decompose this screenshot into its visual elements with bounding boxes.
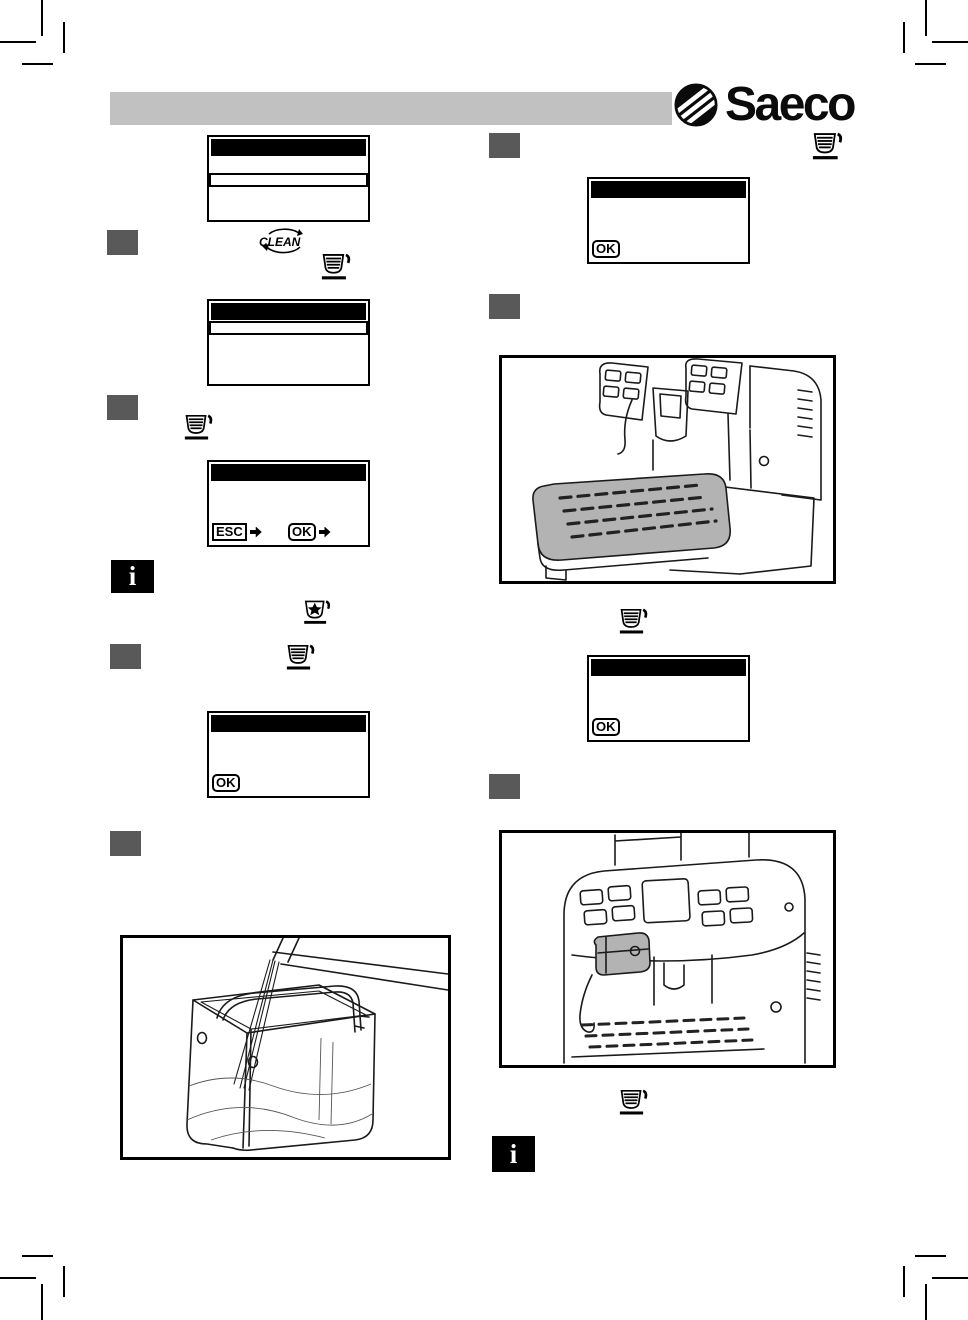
display-screen-menu [207, 135, 370, 222]
info-icon-letter: i [128, 561, 137, 591]
ok-key-label: OK [592, 240, 620, 258]
right-arrow-icon [250, 527, 262, 538]
crop-mark [925, 1284, 927, 1320]
screen-title-bar [211, 139, 366, 156]
crop-mark [22, 63, 53, 65]
machine-front-drawing [502, 833, 833, 1065]
screen-selected-row [209, 173, 368, 187]
screen-title-bar [591, 181, 746, 198]
machine-drip-tray-drawing [502, 358, 833, 581]
header-band [110, 92, 672, 125]
coffee-cup-icon [321, 252, 353, 281]
crop-mark [915, 63, 946, 65]
figure-water-tank-filling [120, 935, 451, 1160]
crop-mark [22, 1255, 53, 1257]
crop-mark [63, 22, 65, 53]
coffee-cup-icon [286, 643, 317, 671]
figure-drip-tray-removal [499, 355, 836, 584]
ok-key-label: OK [592, 718, 620, 736]
display-screen-confirm [207, 460, 370, 547]
step-number-box [489, 294, 520, 319]
saeco-logo [674, 78, 854, 131]
crop-mark [41, 1284, 43, 1320]
ok-key-label: OK [288, 523, 316, 541]
step-number-box [107, 395, 138, 420]
coffee-cup-icon [619, 1088, 650, 1116]
screen-selected-row [209, 321, 368, 335]
coffee-cup-icon [619, 607, 650, 635]
info-icon [111, 560, 154, 593]
screen-title-bar [211, 303, 366, 320]
step-number-box [107, 230, 138, 255]
crop-mark [915, 1255, 946, 1257]
step-number-box [110, 831, 141, 856]
info-icon [492, 1136, 535, 1172]
svg-text:CLEAN: CLEAN [259, 235, 301, 249]
crop-mark [932, 1277, 968, 1279]
crop-mark [41, 0, 43, 36]
saeco-logo-text: Saeco [725, 78, 854, 131]
screen-title-bar [211, 464, 366, 481]
crop-mark [932, 41, 968, 43]
water-tank-drawing [123, 938, 448, 1157]
crop-mark [903, 1266, 905, 1297]
crop-mark [0, 41, 36, 43]
display-screen-ok-prompt [587, 655, 750, 742]
clean-icon [256, 224, 308, 262]
step-number-box [110, 644, 141, 669]
crop-mark [925, 0, 927, 36]
crop-mark [63, 1266, 65, 1297]
coffee-cup-icon [812, 131, 845, 161]
screen-title-bar [591, 659, 746, 676]
display-screen-submenu [207, 299, 370, 386]
ok-key-group [592, 240, 620, 258]
ok-key-group [288, 523, 331, 541]
display-screen-ok-prompt [587, 177, 750, 264]
crop-mark [0, 1277, 36, 1279]
display-screen-ok-prompt [207, 711, 370, 798]
ok-key-group [212, 774, 240, 792]
right-arrow-icon [319, 527, 331, 538]
esc-key-group [212, 523, 262, 541]
ok-key-label: OK [212, 774, 240, 792]
figure-milk-frother [499, 830, 836, 1068]
screen-title-bar [211, 715, 366, 732]
ok-key-group [592, 718, 620, 736]
crop-mark [903, 22, 905, 53]
info-icon-letter: i [509, 1138, 518, 1169]
step-number-box [489, 133, 520, 158]
saeco-emblem-icon [674, 83, 718, 127]
step-number-box [489, 774, 520, 799]
star-cup-icon [302, 599, 334, 625]
esc-key-label: ESC [212, 523, 247, 541]
coffee-cup-icon [184, 413, 215, 441]
